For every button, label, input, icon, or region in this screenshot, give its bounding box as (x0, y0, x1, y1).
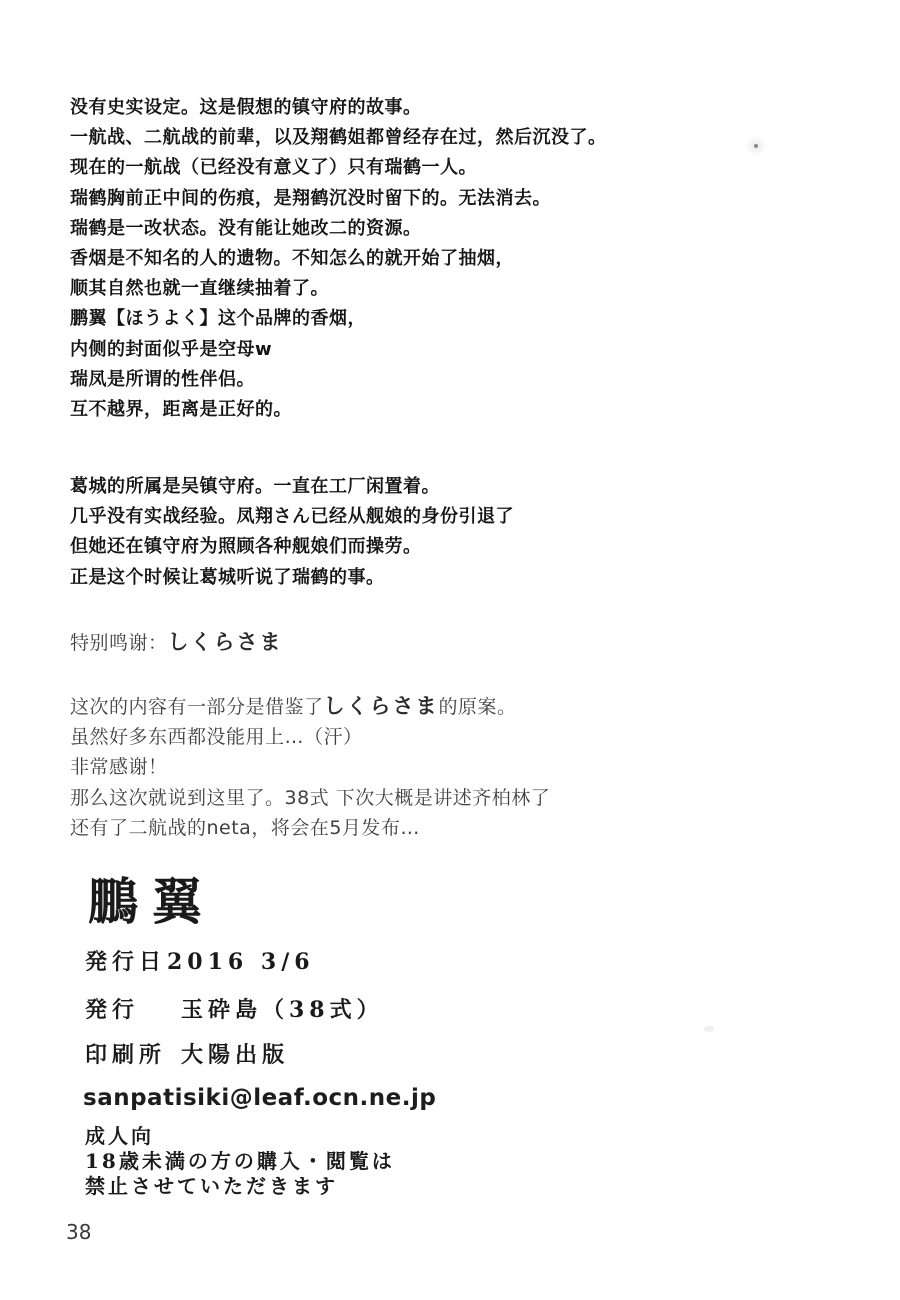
note-line: 没有史实设定。这是假想的镇守府的故事。 (70, 97, 422, 118)
doujin-title: 鵬翼 (88, 872, 216, 931)
printer-label: 印刷所 (85, 1042, 167, 1068)
adult-rating-notice (85, 1124, 395, 1199)
scan-artifact-speck (754, 144, 758, 148)
note-line: 鹏翼【ほうよく】这个品牌的香烟， (70, 308, 366, 330)
note-line: 但她还在镇守府为照顾各种舰娘们而操劳。 (70, 536, 422, 558)
story-notes-block-2 (70, 472, 514, 593)
page-number: 38 (66, 1220, 92, 1244)
note-line: 正是这个时候让葛城听说了瑞鹤的事。 (70, 566, 385, 588)
publisher-line (85, 997, 384, 1023)
scan-artifact-smudge (704, 1026, 714, 1032)
rating-line: 18歳未満の方の購入・閲覧は (85, 1149, 395, 1173)
publish-date-value: 2016 3/6 (167, 949, 315, 975)
note-line: 葛城的所属是吴镇守府。一直在工厂闲置着。 (70, 476, 440, 497)
rating-line: 禁止させていただきます (85, 1174, 338, 1198)
publish-date-line (85, 949, 315, 975)
printer-line (85, 1042, 289, 1068)
publisher-value: 玉砕島（38式） (181, 997, 384, 1023)
afterword-line: 那么这次就说到这里了。38式 下次大概是讲述齐柏林了 (70, 786, 551, 809)
afterword-block (70, 691, 550, 843)
publisher-label: 発行 (85, 997, 140, 1023)
note-line: 瑞鹤胸前正中间的伤痕，是翔鹤沉没时留下的。无法消去。 (70, 187, 551, 209)
note-line: 瑞鹤是一改状态。没有能让她改二的资源。 (70, 217, 422, 239)
note-line: 现在的一航战（已经没有意义了）只有瑞鹤一人。 (70, 157, 477, 179)
contact-email: sanpatisiki@leaf.ocn.ne.jp (83, 1085, 437, 1111)
special-thanks-label: 特别鸣谢： (70, 632, 168, 654)
special-thanks-line (70, 627, 283, 658)
afterword-line: 虽然好多东西都没能用上…（汗） (70, 726, 363, 749)
note-line: 几乎没有实战经验。凤翔さん已经从舰娘的身份引退了 (70, 506, 514, 528)
note-line: 互不越界，距离是正好的。 (70, 399, 292, 421)
note-line: 顺其自然也就一直继续抽着了。 (70, 278, 329, 300)
afterword-line (70, 691, 550, 722)
story-notes-block-1 (70, 93, 607, 425)
note-line: 内侧的封面似乎是空母w (70, 338, 273, 360)
note-line: 香烟是不知名的人的遗物。不知怎么的就开始了抽烟， (70, 248, 514, 270)
note-line: 一航战、二航战的前辈，以及翔鹤姐都曾经存在过，然后沉没了。 (70, 127, 607, 149)
special-thanks-name: しくらさま (167, 630, 283, 654)
afterword-line: 非常感谢！ (70, 756, 168, 779)
rating-line: 成人向 (85, 1124, 154, 1148)
afterword-line-post: 的原案。 (438, 696, 517, 718)
afterword-line: 还有了二航战的neta，将会在5月发布… (70, 816, 420, 839)
afterword-credited-name: しくらさま (323, 694, 439, 718)
note-line: 瑞凤是所谓的性伴侣。 (70, 368, 255, 390)
afterword-line-pre: 这次的内容有一部分是借鉴了 (70, 696, 324, 718)
publish-date-label: 発行日 (85, 949, 167, 975)
printer-value: 大陽出版 (181, 1042, 290, 1068)
